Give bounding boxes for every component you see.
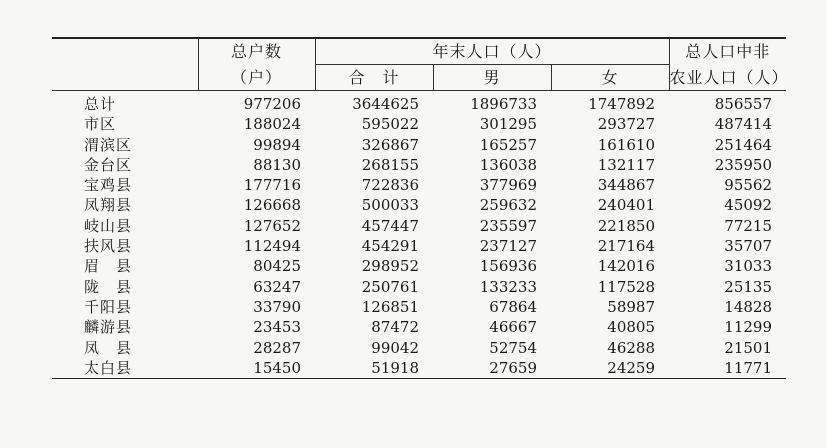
cell-male: 165257	[479, 135, 537, 154]
cell-total: 454291	[361, 237, 419, 256]
cell-female: 217164	[597, 237, 656, 256]
row-region-name: 凤翔县	[84, 196, 133, 215]
cell-female: 240401	[597, 196, 656, 215]
cell-male: 237127	[479, 237, 537, 256]
cell-total: 126851	[361, 297, 419, 316]
table-row	[52, 195, 786, 215]
cell-female: 1747892	[588, 95, 656, 113]
cell-male: 377969	[479, 176, 537, 195]
cell-total: 326867	[361, 135, 419, 154]
cell-total: 250761	[361, 277, 419, 296]
cell-nonagri: 235950	[714, 155, 773, 174]
header-nonagri-line1: 总人口中非	[669, 38, 786, 65]
cell-total: 87472	[371, 318, 419, 337]
header-blank-2	[52, 65, 198, 91]
cell-nonagri: 21501	[724, 338, 773, 357]
cell-households: 23453	[253, 318, 301, 337]
cell-nonagri: 35707	[724, 237, 773, 256]
cell-female: 58987	[607, 297, 656, 316]
cell-households: 63247	[253, 277, 301, 296]
cell-male: 67864	[489, 297, 537, 316]
cell-female: 142016	[597, 257, 656, 276]
cell-female: 221850	[597, 216, 656, 235]
header-total: 合 计	[315, 65, 433, 91]
row-region-name: 金台区	[84, 155, 133, 174]
cell-male: 52754	[489, 338, 537, 357]
cell-households: 977206	[243, 95, 301, 113]
row-region-name: 眉 县	[84, 257, 133, 276]
cell-total: 99042	[371, 338, 419, 357]
cell-female: 24259	[551, 358, 669, 379]
cell-nonagri: 95562	[724, 176, 773, 195]
cell-male: 259632	[479, 196, 537, 215]
table-row	[52, 236, 786, 256]
table-row	[52, 358, 786, 379]
cell-households: 112494	[243, 237, 301, 256]
cell-nonagri: 11299	[724, 318, 773, 337]
table-body	[52, 91, 786, 379]
cell-households: 188024	[243, 115, 301, 134]
cell-total: 595022	[361, 115, 419, 134]
cell-nonagri: 11771	[669, 358, 786, 379]
cell-male: 27659	[433, 358, 551, 379]
cell-female: 40805	[607, 318, 656, 337]
table-row	[52, 114, 786, 134]
cell-male: 133233	[479, 277, 537, 296]
population-table	[52, 37, 789, 379]
cell-nonagri: 25135	[724, 277, 773, 296]
cell-total: 722836	[361, 176, 419, 195]
cell-female: 46288	[607, 338, 656, 357]
cell-households: 126668	[243, 196, 301, 215]
cell-female: 117528	[597, 277, 656, 296]
cell-households: 15450	[198, 358, 315, 379]
row-region-name: 凤 县	[84, 338, 133, 357]
cell-male: 1896733	[470, 95, 537, 113]
cell-nonagri: 31033	[724, 257, 773, 276]
cell-total: 500033	[361, 196, 419, 215]
cell-nonagri: 77215	[724, 216, 773, 235]
cell-male: 156936	[479, 257, 537, 276]
table-row	[52, 317, 786, 337]
row-region-name: 渭滨区	[84, 135, 133, 154]
row-region-name: 宝鸡县	[84, 176, 133, 195]
row-region-name: 市区	[84, 115, 117, 134]
table-header	[52, 38, 789, 91]
cell-total: 268155	[361, 155, 419, 174]
cell-male: 235597	[479, 216, 537, 235]
cell-female: 293727	[597, 115, 656, 134]
table-row	[52, 256, 786, 276]
cell-nonagri: 856557	[714, 95, 773, 113]
cell-female: 132117	[597, 155, 656, 174]
cell-households: 99894	[253, 135, 301, 154]
row-region-name: 扶风县	[84, 237, 133, 256]
row-region-name: 陇 县	[84, 277, 133, 296]
header-households-line1: 总户数	[198, 38, 315, 65]
table-row	[52, 135, 786, 155]
cell-households: 28287	[253, 338, 301, 357]
cell-female: 344867	[597, 176, 656, 195]
header-male: 男	[433, 65, 551, 91]
cell-households: 80425	[253, 257, 301, 276]
cell-nonagri: 487414	[714, 115, 773, 134]
table-row	[52, 175, 786, 195]
row-region-name: 千阳县	[84, 297, 133, 316]
cell-female: 161610	[597, 135, 656, 154]
row-region-name: 岐山县	[84, 216, 133, 235]
cell-households: 33790	[253, 297, 301, 316]
row-region-name: 麟游县	[84, 318, 133, 337]
header-female: 女	[551, 65, 669, 91]
cell-total: 457447	[361, 216, 419, 235]
cell-nonagri: 251464	[714, 135, 773, 154]
cell-nonagri: 45092	[724, 196, 773, 215]
cell-male: 301295	[479, 115, 537, 134]
table-row	[52, 91, 786, 115]
header-households-line2: （户）	[198, 65, 315, 91]
cell-male: 46667	[489, 318, 537, 337]
table-row	[52, 338, 786, 358]
table-row	[52, 155, 786, 175]
cell-total: 3644625	[352, 95, 419, 113]
cell-households: 177716	[243, 176, 301, 195]
cell-total: 51918	[315, 358, 433, 379]
header-blank	[52, 38, 198, 65]
row-region-name: 总计	[84, 95, 117, 113]
header-nonagri-line2: 农业人口（人）	[669, 65, 786, 91]
header-population: 年末人口（人）	[315, 38, 669, 65]
row-region-name: 太白县	[52, 358, 198, 379]
table-row	[52, 216, 786, 236]
cell-households: 127652	[243, 216, 301, 235]
table-row	[52, 277, 786, 297]
cell-male: 136038	[479, 155, 537, 174]
cell-nonagri: 14828	[724, 297, 773, 316]
table-row	[52, 297, 786, 317]
cell-households: 88130	[253, 155, 301, 174]
cell-total: 298952	[361, 257, 419, 276]
